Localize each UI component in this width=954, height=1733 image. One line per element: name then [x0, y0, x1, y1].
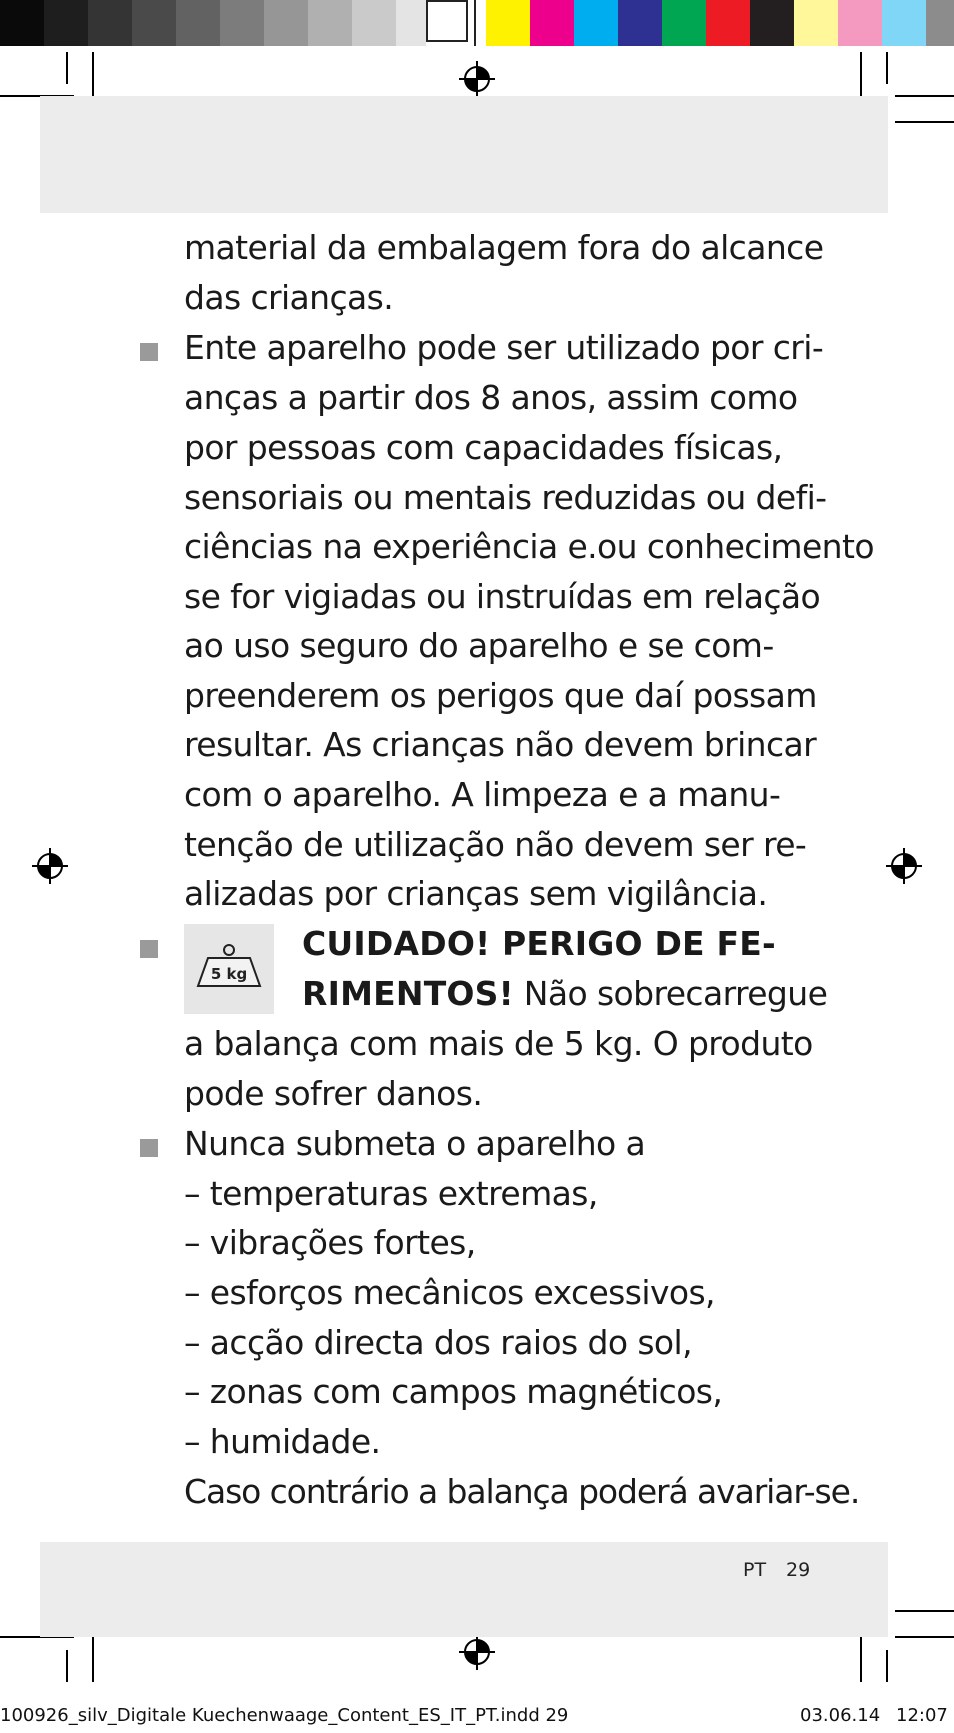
- gray-swatch-6: [220, 0, 264, 46]
- slug-time: 12:07: [896, 1705, 948, 1726]
- text-line: Caso contrário a balança poderá avariar-se.: [184, 1472, 860, 1511]
- crop-mark-top-right-v1: [860, 52, 862, 100]
- list-item: – humidade.: [184, 1422, 381, 1461]
- bullet-square: [140, 343, 158, 361]
- color-swatch-pink: [838, 0, 882, 46]
- footer-language: PT: [743, 1559, 767, 1581]
- text-line: anças a partir dos 8 anos, assim como: [184, 378, 798, 417]
- gray-swatch-5: [176, 0, 220, 46]
- weight-icon: [184, 924, 274, 1014]
- crop-mark-bottom-left-v2: [92, 1634, 94, 1682]
- page-number: 29: [786, 1559, 811, 1581]
- registration-mark-top-icon: [459, 61, 495, 97]
- text-line: a balança com mais de 5 kg. O produto: [184, 1024, 813, 1063]
- text-line: pode sofrer danos.: [184, 1074, 483, 1113]
- bullet-square: [140, 1139, 158, 1157]
- crop-mark-top-left-v2: [92, 52, 94, 100]
- registration-mark-right-icon: [886, 848, 922, 884]
- registration-mark-bottom-icon: [459, 1634, 495, 1670]
- text-line: com o aparelho. A limpeza e a manu-: [184, 775, 781, 814]
- gray-swatch-1: [0, 0, 44, 46]
- gray-swatch-7: [264, 0, 308, 46]
- gray-swatch-10: [396, 0, 426, 46]
- warning-line: [302, 969, 827, 1019]
- crop-mark-bottom-right-h2: [895, 1636, 954, 1638]
- list-item: – vibrações fortes,: [184, 1223, 476, 1262]
- list-item: – esforços mecânicos excessivos,: [184, 1273, 715, 1312]
- color-swatch-light-cyan: [882, 0, 926, 46]
- color-swatch-light-yellow: [794, 0, 838, 46]
- weight-icon-label: 5 kg: [210, 965, 248, 983]
- warning-heading: CUIDADO! PERIGO DE FE-: [302, 924, 776, 963]
- gray-swatch-11: [426, 0, 468, 42]
- text-line: se for vigiadas ou instruídas em relação: [184, 577, 821, 616]
- warning-inline-text: Não sobrecarregue: [513, 974, 828, 1013]
- crop-mark-bottom-right-h: [895, 1610, 954, 1612]
- text-line: tenção de utilização não devem ser re-: [184, 825, 807, 864]
- color-swatch-gray: [926, 0, 954, 46]
- header-band: [40, 96, 888, 213]
- gray-swatch-8: [308, 0, 352, 46]
- footer-band: [40, 1542, 888, 1637]
- color-swatch-cyan: [574, 0, 618, 46]
- crop-mark-bottom-right-v1: [860, 1634, 862, 1682]
- crop-mark-top-right-h: [895, 95, 954, 97]
- registration-mark-left-icon: [32, 848, 68, 884]
- list-item: – temperaturas extremas,: [184, 1174, 598, 1213]
- crop-mark-top-right-v2: [886, 52, 888, 84]
- list-item: – acção directa dos raios do sol,: [184, 1323, 692, 1362]
- text-line: alizadas por crianças sem vigilância.: [184, 874, 768, 913]
- color-swatch-yellow: [486, 0, 530, 46]
- text-line: ao uso seguro do aparelho e se com-: [184, 626, 774, 665]
- list-item: – zonas com campos magnéticos,: [184, 1372, 723, 1411]
- gray-swatch-2: [44, 0, 88, 46]
- warning-heading-cont: RIMENTOS!: [302, 974, 514, 1013]
- text-line: preenderem os perigos que daí possam: [184, 676, 817, 715]
- slug-filename: 100926_silv_Digitale Kuechenwaage_Content_ES_IT_PT.indd 29: [0, 1705, 569, 1726]
- text-line: resultar. As crianças não devem brincar: [184, 725, 817, 764]
- text-line: Nunca submeta o aparelho a: [184, 1124, 646, 1163]
- text-line: Ente aparelho pode ser utilizado por cri-: [184, 328, 824, 367]
- text-line: das crianças.: [184, 278, 394, 317]
- crop-mark-bottom-right-v2: [886, 1650, 888, 1682]
- color-swatch-magenta: [530, 0, 574, 46]
- weight-limit-icon: [184, 924, 274, 1014]
- text-line: ciências na experiência e.ou conhecimento: [184, 527, 874, 566]
- gray-swatch-9: [352, 0, 396, 46]
- color-calibration-bar: [0, 0, 954, 48]
- color-swatch-blue: [618, 0, 662, 46]
- color-swatch-red: [706, 0, 750, 46]
- slug-date: 03.06.14: [800, 1705, 881, 1726]
- color-swatch-green: [662, 0, 706, 46]
- swatch-separator: [474, 0, 480, 46]
- gray-swatch-4: [132, 0, 176, 46]
- crop-mark-top-right-h2: [895, 121, 954, 123]
- gray-swatch-3: [88, 0, 132, 46]
- crop-mark-bottom-left-v1: [66, 1650, 68, 1682]
- text-line: sensoriais ou mentais reduzidas ou defi-: [184, 478, 827, 517]
- text-line: material da embalagem fora do alcance: [184, 228, 824, 267]
- bullet-square: [140, 940, 158, 958]
- crop-mark-top-left-v1: [66, 52, 68, 84]
- text-line: por pessoas com capacidades físicas,: [184, 428, 783, 467]
- color-swatch-black: [750, 0, 794, 46]
